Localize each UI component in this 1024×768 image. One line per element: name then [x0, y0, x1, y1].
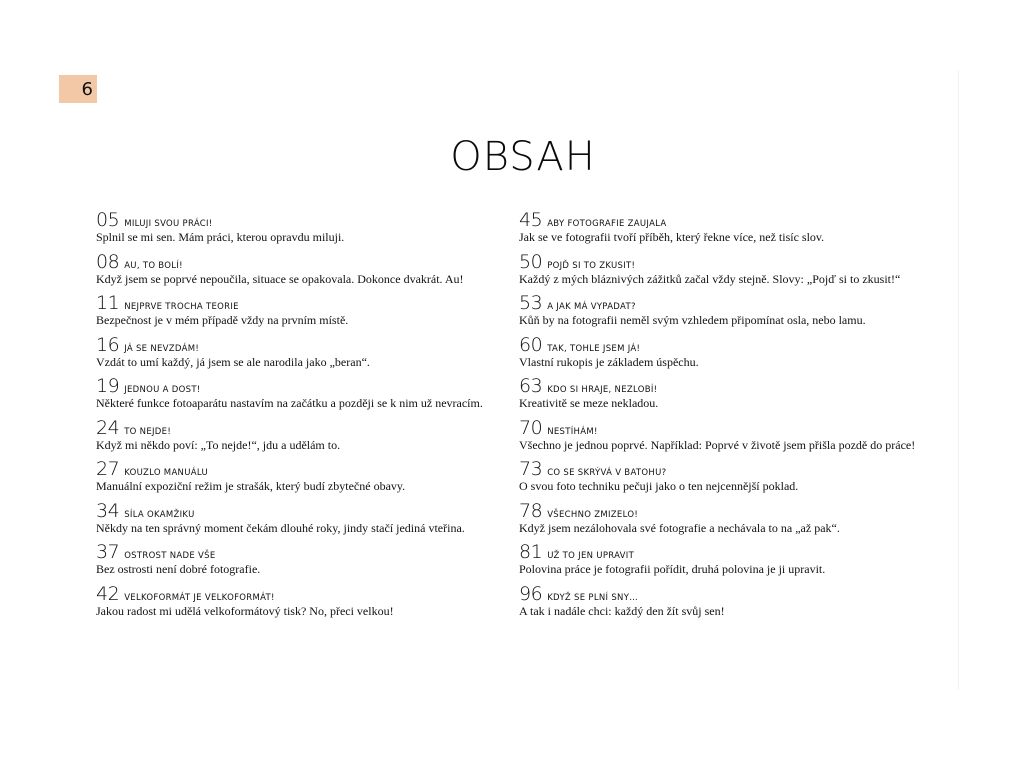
toc-heading: SÍLA OKAMŽIKU — [124, 509, 195, 520]
toc-page-number: 34 — [96, 499, 120, 522]
toc-page-number: 63 — [519, 375, 543, 397]
toc-description: Když jsem se poprvé nepoučila, situace se opakovala. Dokonce dvakrát. Au! — [96, 271, 464, 286]
toc-description: Někdy na ten správný moment čekám dlouhé roky, jindy stačí jediná vteřina. — [96, 520, 465, 535]
toc-entry — [96, 293, 506, 335]
toc-entry — [519, 418, 949, 460]
toc-page-number: 16 — [96, 333, 120, 356]
toc-left-column — [96, 210, 506, 625]
toc-description: Některé funkce fotoaparátu nastavím na začátku a později se k nim už nevracím. — [96, 396, 483, 410]
toc-entry — [519, 335, 949, 377]
toc-heading: POJĎ SI TO ZKUSIT! — [547, 260, 636, 271]
toc-page-number: 08 — [96, 250, 120, 273]
toc-description: O svou foto techniku pečuji jako o ten nejcennější poklad. — [519, 479, 799, 493]
toc-heading: KOUZLO MANUÁLU — [124, 468, 208, 478]
toc-page-number: 73 — [519, 458, 543, 480]
toc-heading: OSTROST NADE VŠE — [124, 551, 216, 561]
toc-entry — [96, 542, 506, 584]
toc-page-number: 50 — [519, 250, 543, 273]
toc-page-number: 19 — [96, 375, 120, 397]
toc-page-number: 37 — [96, 541, 120, 563]
toc-heading: A JAK MÁ VYPADAT? — [547, 302, 636, 312]
toc-page-number: 42 — [96, 582, 120, 605]
toc-entry — [519, 584, 949, 626]
toc-heading: ABY FOTOGRAFIE ZAUJALA — [547, 219, 667, 229]
toc-heading: NESTÍHÁM! — [547, 426, 598, 437]
toc-description: Bez ostrosti není dobré fotografie. — [96, 562, 261, 576]
toc-entry — [519, 542, 949, 584]
toc-entry — [96, 459, 506, 501]
toc-entry — [519, 210, 949, 252]
toc-entry — [96, 335, 506, 377]
toc-heading: TO NEJDE! — [124, 426, 172, 437]
toc-page-number: 70 — [519, 416, 543, 439]
toc-description: Manuální expoziční režim je strašák, který budí zbytečné obavy. — [96, 479, 406, 493]
toc-heading: KDO SI HRAJE, NEZLOBÍ! — [547, 385, 658, 395]
toc-entry — [519, 459, 949, 501]
toc-heading: CO SE SKRÝVÁ V BATOHU? — [547, 468, 667, 478]
toc-page-number: 27 — [96, 458, 120, 480]
toc-description: Jakou radost mi udělá velkoformátový tisk? No, přeci velkou! — [96, 603, 394, 618]
toc-heading: JÁ SE NEVZDÁM! — [124, 343, 200, 354]
toc-entry — [96, 252, 506, 294]
toc-entry — [96, 376, 506, 418]
toc-description: Splnil se mi sen. Mám práci, kterou opravdu miluji. — [96, 230, 345, 244]
toc-description: Každý z mých bláznivých zážitků začal vždy stejně. Slovy: „Pojď si to zkusit!“ — [519, 271, 901, 286]
toc-page-number: 78 — [519, 499, 543, 522]
toc-heading: TAK, TOHLE JSEM JÁ! — [547, 343, 641, 354]
toc-description: Polovina práce je fotografii pořídit, druhá polovina je ji upravit. — [519, 562, 826, 576]
toc-heading: VELKOFORMÁT JE VELKOFORMÁT! — [124, 592, 275, 603]
toc-description: Když mi někdo poví: „To nejde!“, jdu a udělám to. — [96, 437, 341, 452]
toc-description: Všechno je jednou poprvé. Například: Poprvé v životě jsem přišla pozdě do práce! — [519, 437, 916, 452]
toc-page-number: 81 — [519, 541, 543, 563]
toc-page-number: 45 — [519, 209, 543, 231]
toc-description: Jak se ve fotografii tvoří příběh, který řekne více, než tisíc slov. — [519, 230, 825, 244]
toc-page-number: 60 — [519, 333, 543, 356]
toc-description: Kůň by na fotografii neměl svým vzhledem připomínat osla, nebo lamu. — [519, 313, 866, 327]
toc-entry — [96, 584, 506, 626]
toc-entry — [519, 501, 949, 543]
toc-heading: KDYŽ SE PLNÍ SNY… — [547, 592, 639, 603]
toc-description: Vlastní rukopis je základem úspěchu. — [519, 354, 699, 369]
toc-page-number: 05 — [96, 209, 120, 231]
toc-heading: NEJPRVE TROCHA TEORIE — [124, 302, 239, 312]
page-number: 6 — [81, 78, 93, 100]
toc-entry — [519, 252, 949, 294]
toc-entry — [96, 501, 506, 543]
toc-description: Vzdát to umí každý, já jsem se ale narodila jako „beran“. — [96, 354, 370, 369]
toc-description: Když jsem nezálohovala své fotografie a nechávala to na „až pak“. — [519, 520, 840, 535]
toc-heading: UŽ TO JEN UPRAVIT — [547, 551, 635, 561]
toc-heading: MILUJI SVOU PRÁCI! — [124, 219, 213, 229]
page-number-badge — [59, 75, 97, 103]
toc-page-number: 53 — [519, 292, 543, 314]
toc-heading: VŠECHNO ZMIZELO! — [547, 509, 639, 520]
toc-description: A tak i nadále chci: každý den žít svůj sen! — [519, 603, 725, 618]
toc-entry — [96, 418, 506, 460]
toc-entry — [519, 293, 949, 335]
toc-right-column — [519, 210, 949, 625]
toc-page-number: 24 — [96, 416, 120, 439]
page-title: OBSAH — [450, 134, 596, 180]
toc-description: Kreativitě se meze nekladou. — [519, 396, 659, 410]
toc-page-number: 96 — [519, 582, 543, 605]
toc-page-number: 11 — [96, 292, 120, 314]
toc-heading: JEDNOU A DOST! — [124, 385, 201, 395]
toc-heading: AU, TO BOLÍ! — [124, 260, 183, 271]
toc-entry — [519, 376, 949, 418]
toc-description: Bezpečnost je v mém případě vždy na prvním místě. — [96, 313, 349, 327]
toc-entry — [96, 210, 506, 252]
